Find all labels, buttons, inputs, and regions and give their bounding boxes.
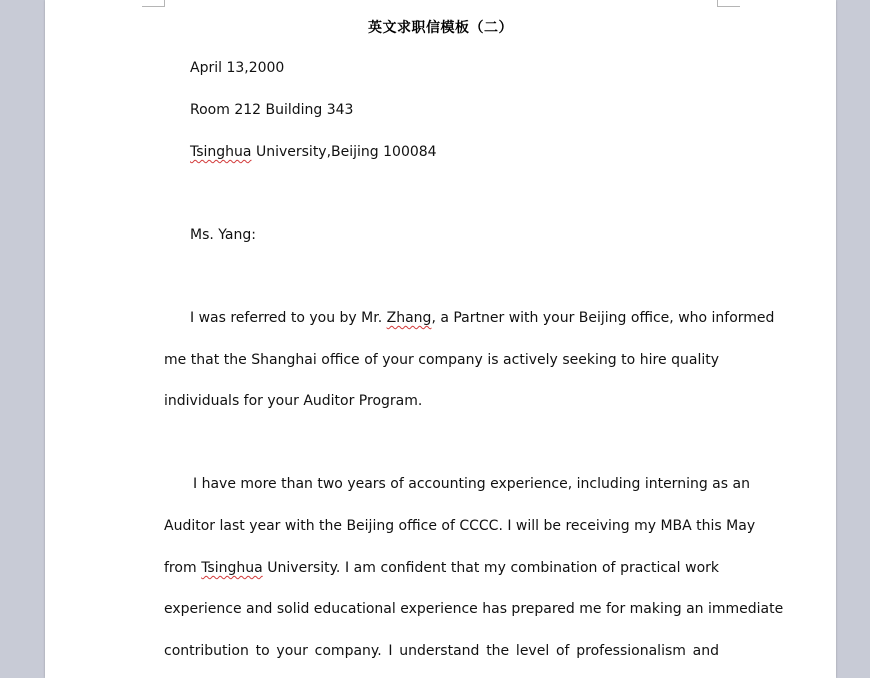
para1-line2: me that the Shanghai office of your company is actively seeking to hire quality <box>164 352 719 368</box>
page-corner-mark-right <box>717 0 740 7</box>
para1-line1-pre: I was referred to you by Mr. <box>190 310 387 326</box>
letter-date: April 13,2000 <box>190 60 285 76</box>
para2-line3-pre: from <box>164 560 202 576</box>
para1-line1 <box>190 309 775 327</box>
para2-line4: experience and solid educational experience has prepared me for making an immediate <box>164 601 784 617</box>
para1-line3: individuals for your Auditor Program. <box>164 393 423 409</box>
address-line-2 <box>190 143 437 161</box>
para1-line1-post: , a Partner with your Beijing office, who informed <box>431 310 775 326</box>
para2-line5: contribution to your company. I understand the level of professionalism and <box>164 643 719 659</box>
document-title: 英文求职信模板（二） <box>368 20 513 36</box>
spellcheck-word[interactable]: Zhang <box>386 310 432 326</box>
address-line-2-rest: University,Beijing 100084 <box>251 144 437 160</box>
document-page <box>45 0 836 678</box>
page-corner-mark-left <box>142 0 165 7</box>
spellcheck-word[interactable]: Tsinghua <box>201 560 263 576</box>
para2-line2: Auditor last year with the Beijing office of CCCC. I will be receiving my MBA this May <box>164 518 756 534</box>
para2-line3-post: University. I am confident that my combination of practical work <box>262 560 720 576</box>
address-line-1: Room 212 Building 343 <box>190 102 354 118</box>
para2-line3 <box>164 559 719 577</box>
salutation: Ms. Yang: <box>190 227 256 243</box>
para2-line1: I have more than two years of accounting experience, including interning as an <box>193 476 750 492</box>
spellcheck-word[interactable]: Tsinghua <box>190 144 252 160</box>
